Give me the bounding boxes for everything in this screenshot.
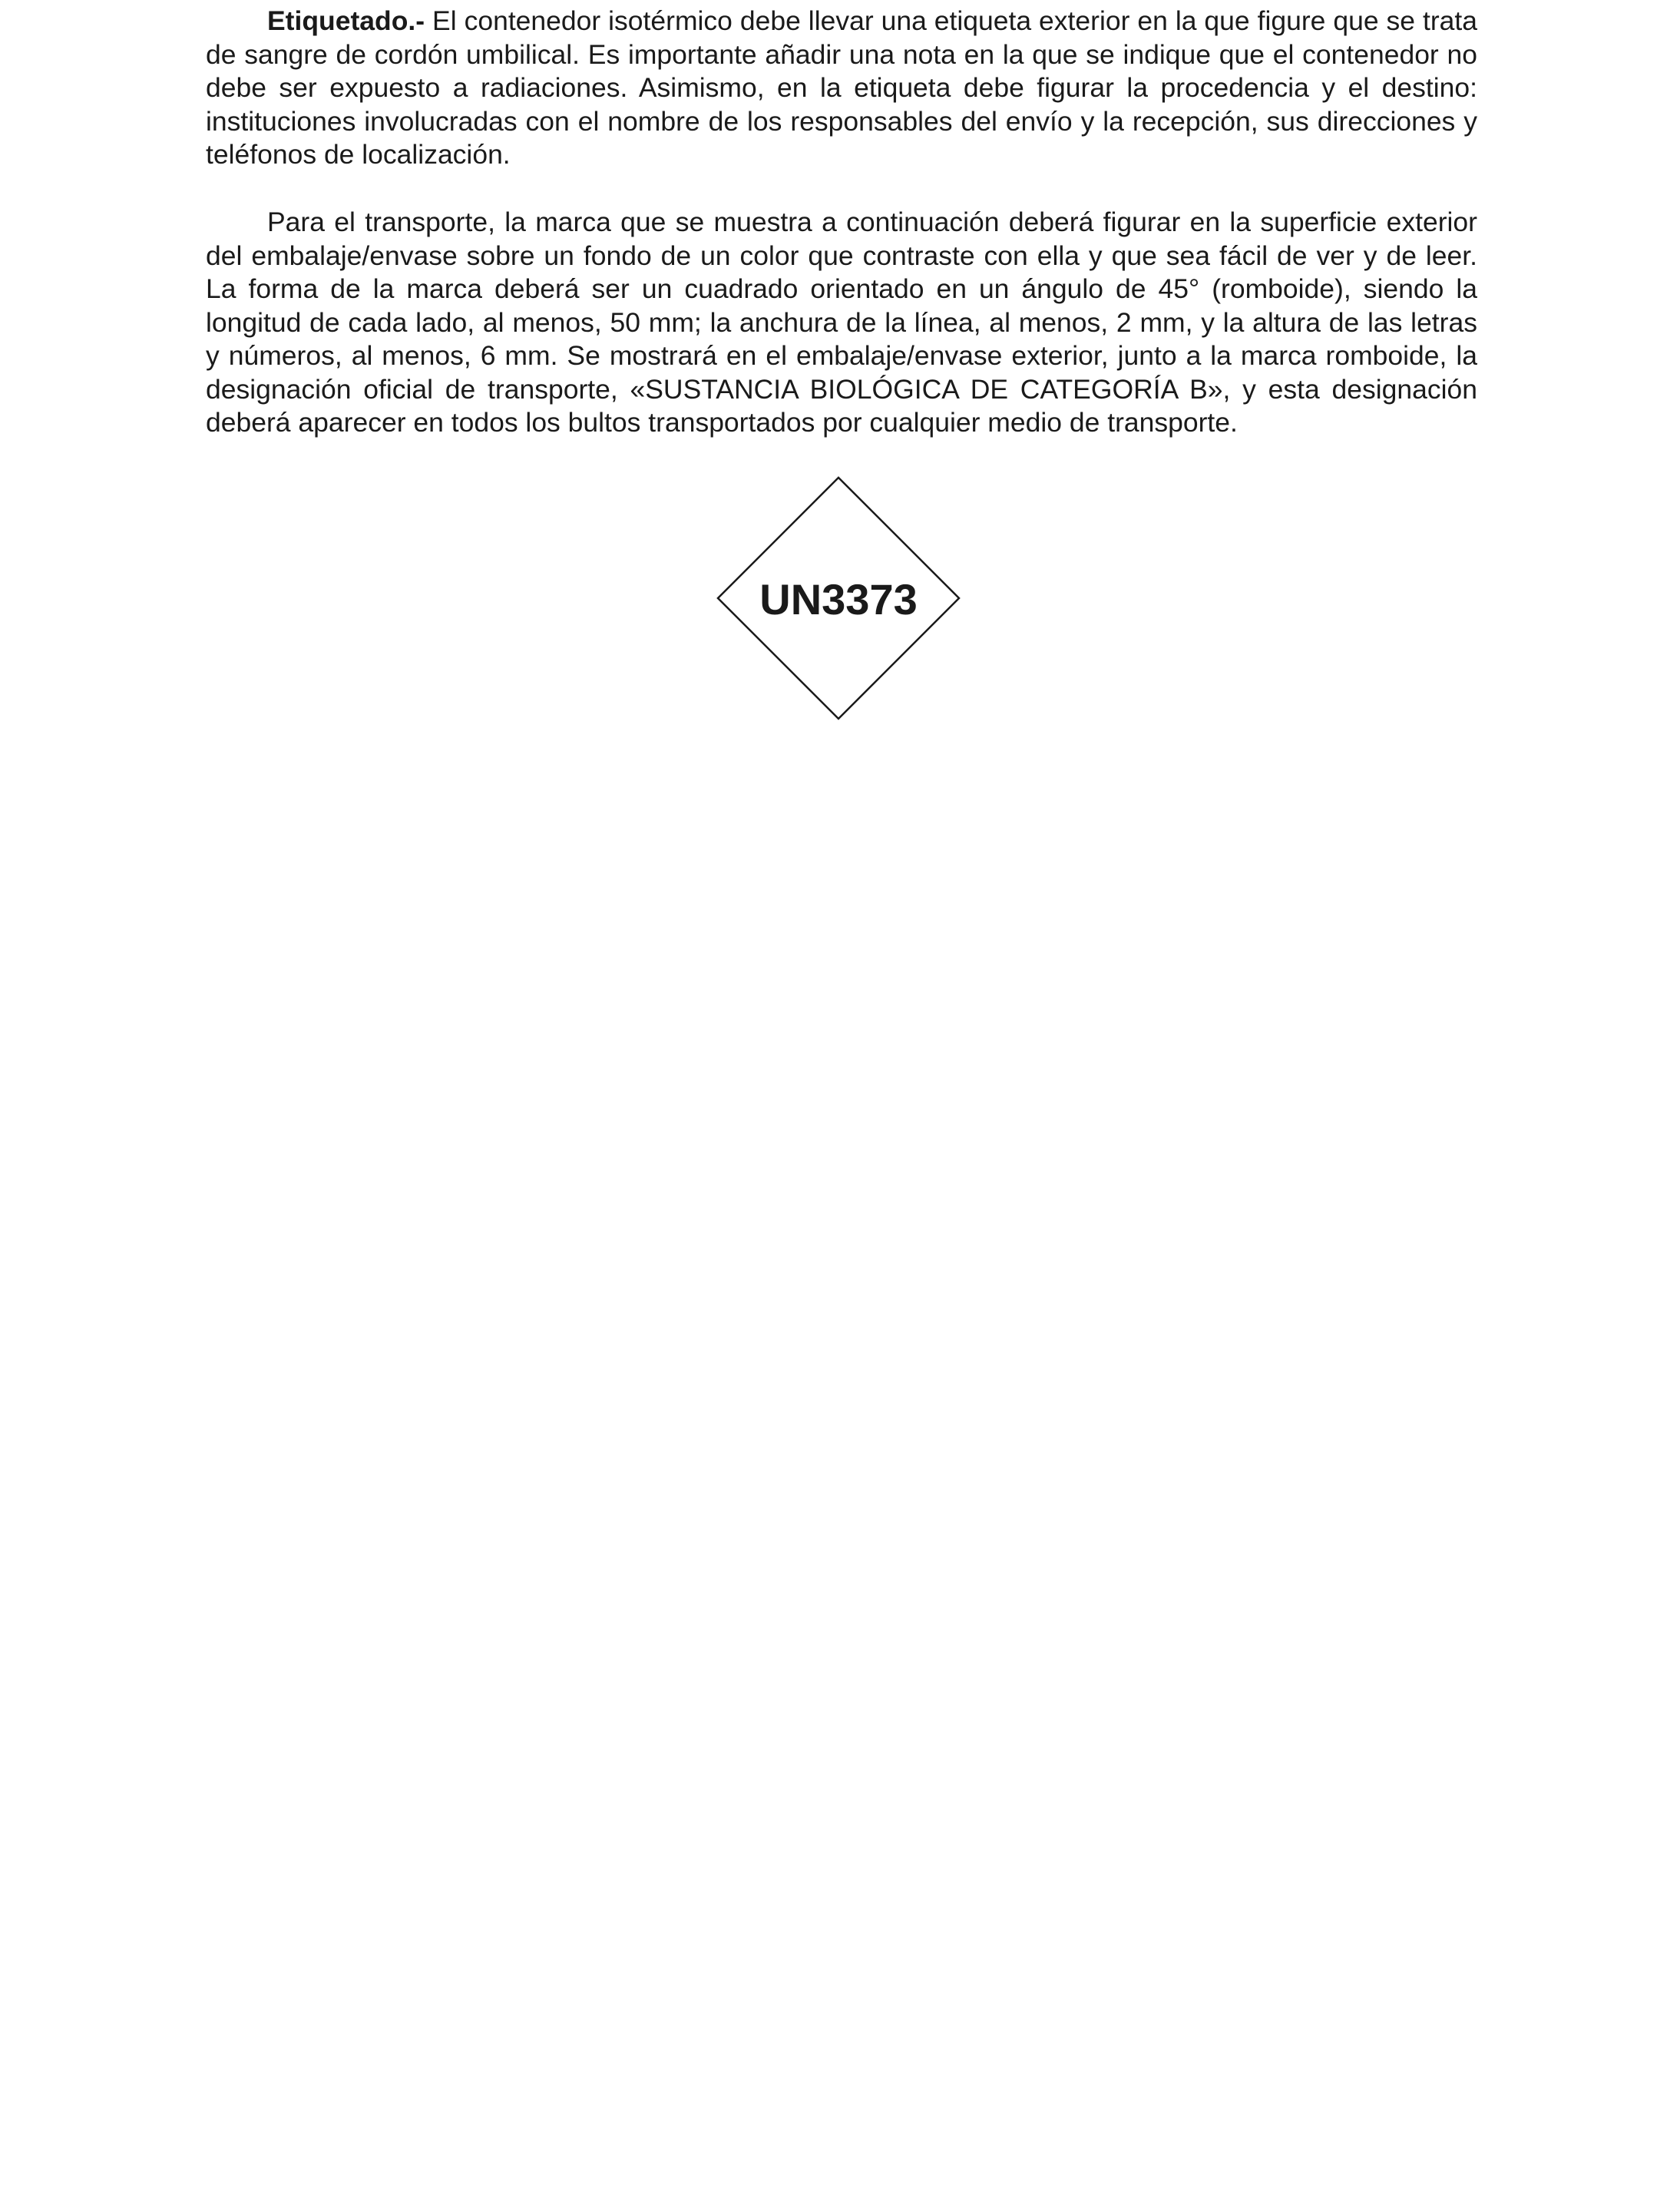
paragraph-etiquetado — [206, 5, 1477, 172]
un3373-label: UN3373 — [759, 574, 918, 624]
paragraph-transporte: Para el transporte, la marca que se muestra a continuación deberá figurar en la superficie exterior del embalaje/envase sobre un fondo de un color que contraste con ella y que sea fácil de ver y de leer. La forma de la marca deberá ser un cuadrado orientado en un ángulo de 45° (romboide), siendo la longitud de cada lado, al menos, 50 mm; la anchura de la línea, al menos, 2 mm, y la altura de las letras y números, al menos, 6 mm. Se mostrará en el embalaje/envase exterior, junto a la marca romboide, la designación oficial de transporte, «SUSTANCIA BIOLÓGICA DE CATEGORÍA B», y esta designación deberá aparecer en todos los bultos transportados por cualquier medio de transporte. — [206, 207, 1477, 438]
paragraph-body: El contenedor isotérmico debe llevar una etiqueta exterior en la que figure que se trata de sangre de cordón umbilical. Es importante añadir una nota en la que se indique que el contenedor no debe ser expuesto a radiaciones. Asimismo, en la etiqueta debe figurar la procedencia y el destino: instituciones involucradas con el nombre de los responsables del envío y la recepción, sus direcciones y teléfonos de localización. — [206, 5, 1477, 170]
un3373-diamond-mark — [716, 476, 961, 720]
paragraph-lead-heading: Etiquetado.- — [267, 5, 425, 36]
